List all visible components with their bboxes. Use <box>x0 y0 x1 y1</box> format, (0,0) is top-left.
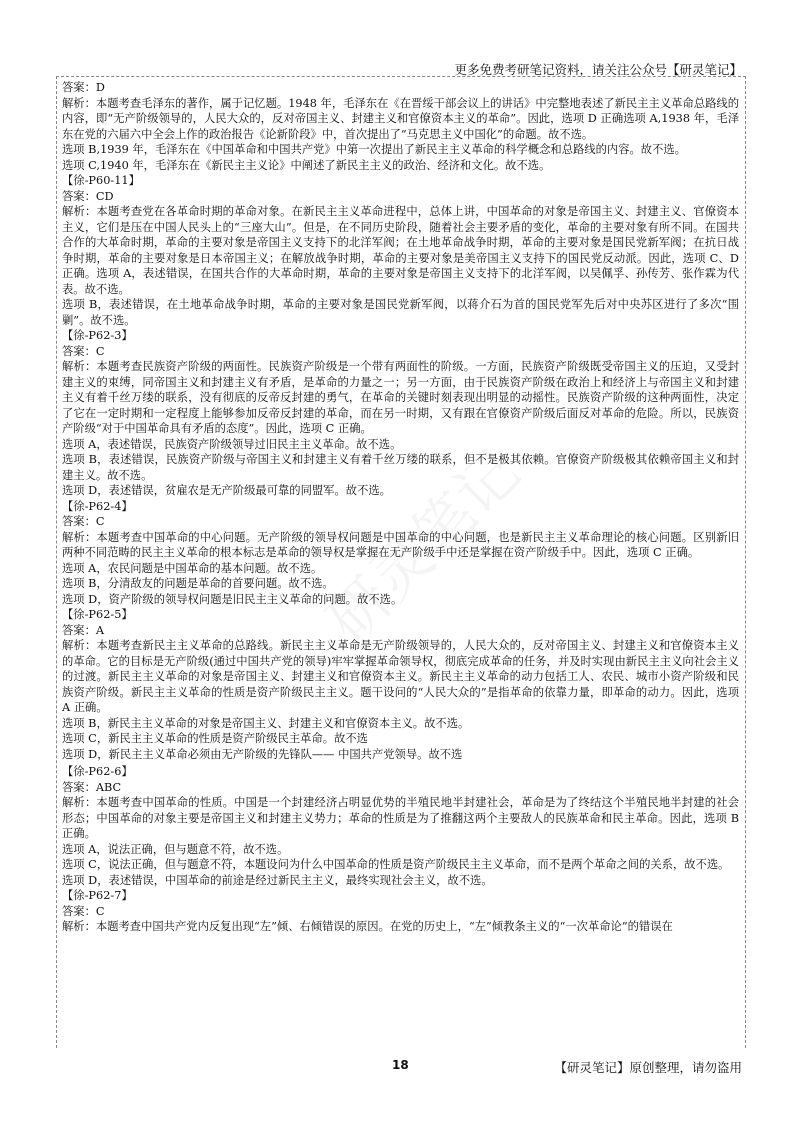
question-section <box>62 328 739 499</box>
question-section <box>62 499 739 608</box>
explanation-line: 选项 C，新民主主义革命的性质是资产阶级民主革命。故不选 <box>62 732 368 745</box>
header-note: 更多免费考研笔记资料，请关注公众号【研灵笔记】 <box>454 62 742 77</box>
explanation-line: 选项 B,1939 年，毛泽东在《中国革命和中国共产党》中第一次提出了新民主主义革命的科学概念和总路线的内容。故不选。 <box>62 143 686 156</box>
footer-note: 【研灵笔记】原创整理，请勿盗用 <box>554 1060 742 1075</box>
explanation-line: 选项 B，表述错误，在土地革命战争时期，革命的主要对象是国民党新军阀，以蒋介石为首的国民党军先后对中央苏区进行了多次“围剿”。故不选。 <box>62 298 739 327</box>
answer-line: 答案：C <box>62 904 105 918</box>
explanation-line: 解析：本题考查中国革命的性质。中国是一个封建经济占明显优势的半殖民地半封建社会，革命是为了终结这个半殖民地半封建的社会形态；中国革命的对象主要是帝国主义和封建主义势力；革命的性质是为了推翻这两个主要敌人的民族革命和民主革命。因此，选项 B 正确。 <box>62 796 739 840</box>
section-title: 【徐-P62-6】 <box>62 765 133 778</box>
explanation-line: 解析：本题考查民族资产阶级的两面性。民族资产阶级是一个带有两面性的阶级。一方面，民族资产阶级既受帝国主义的压迫，又受封建主义的束缚，同帝国主义和封建主义有矛盾，是革命的力量之一；另一方面，由于民族资产阶级在政治上和经济上与帝国主义和封建主义有着千丝万缕的联系，没有彻底的反帝反封建的勇气，在革命的关键时刻表现出明显的动摇性。民族资产阶级的这种两面性，决定了它在一定时期和一定程度上能够参加反帝反封建的革命，而在另一时期，又有跟在官僚资产阶级后面反对革命的危险。所以，民族资产阶级“对于中国革命具有矛盾的态度”。因此，选项 C 正确。 <box>62 360 739 435</box>
answer-line: 答案：D <box>62 81 105 94</box>
page-number: 18 <box>392 1058 409 1072</box>
explanation-line: 选项 D，新民主主义革命必须由无产阶级的先锋队—— 中国共产党领导。故不选 <box>62 747 463 761</box>
explanation-line: 选项 B，分清敌友的问题是革命的首要问题。故不选。 <box>62 577 334 590</box>
answer-line: 答案：C <box>62 515 105 528</box>
explanation-line: 选项 C，说法正确，但与题意不符，本题设问为什么中国革命的性质是资产阶级民主主义革命，而不是两个革命之间的关系，故不选。 <box>62 858 730 871</box>
explanation-line: 选项 B，新民主主义革命的对象是帝国主义、封建主义和官僚资本主义。故不选。 <box>62 716 470 730</box>
explanation-line: 选项 D，表述错误，贫雇农是无产阶级最可靠的同盟军。故不选。 <box>62 484 391 497</box>
answer-line: 答案：C <box>62 344 105 358</box>
explanation-line: 选项 C,1940 年，毛泽东在《新民主主义论》中阐述了新民主主义的政治、经济和文化。故不选。 <box>62 158 551 172</box>
question-section <box>62 80 739 173</box>
section-title: 【徐-P62-7】 <box>62 889 133 902</box>
question-section <box>62 764 739 888</box>
explanation-line: 解析：本题考查党在各革命时期的革命对象。在新民主主义革命进程中，总体上讲，中国革命的对象是帝国主义、封建主义、官僚资本主义，它们是压在中国人民头上的“三座大山”。但是，在不同历史阶段，随着社会主要矛盾的变化，革命的主要对象有所不同。在国共合作的大革命时期，革命的主要对象是帝国主义支持下的北洋军阀；在土地革命战争时期，革命的主要对象是国民党新军阀；在抗日战争时期，革命的主要对象是日本帝国主义；在解放战争时期，革命的主要对象是美帝国主义支持下的国民党反动派。因此，选项 C、D 正确。选项 A，表述错误，在国共合作的大革命时期，革命的主要对象是帝国主义支持下的北洋军阀，以吴佩孚、孙传芳、张作霖为代表。故不选。 <box>62 205 739 296</box>
explanation-line: 选项 D，资产阶级的领导权问题是旧民主主义革命的问题。故不选。 <box>62 592 403 606</box>
explanation-line: 选项 A，表述错误，民族资产阶级领导过旧民主主义革命。故不选。 <box>62 437 402 451</box>
section-title: 【徐-P62-3】 <box>62 329 133 342</box>
section-title: 【徐-P62-4】 <box>62 499 133 513</box>
explanation-line: 解析：本题考查毛泽东的著作，属于记忆题。1948 年，毛泽东在《在晋绥干部会议上的讲话》中完整地表述了新民主主义革命总路线的内容，即“无产阶级领导的，人民大众的，反对帝国主义、封建主义和官僚资本主义的革命”。因此，选项 D 正确选项 A,1938 年，毛泽东在党的六届六中全会上作的政治报告《论新阶段》中，首次提出了“马克思主义中国化”的命题。故不选。 <box>62 96 739 141</box>
explanation-line: 解析：本题考查中国共产党内反复出现“左”倾、右倾错误的原因。在党的历史上，“左”倾教条主义的“一次革命论”的错误在 <box>62 920 673 933</box>
question-section <box>62 888 739 935</box>
content-frame <box>56 76 746 1048</box>
explanation-line: 解析：本题考查新民主主义革命的总路线。新民主主义革命是无产阶级领导的，人民大众的，反对帝国主义、封建主义和官僚资本主义的革命。它的目标是无产阶级(通过中国共产党的领导)牢牢掌握革命领导权，彻底完成革命的任务，并及时实现由新民主主义向社会主义的过渡。新民主主义革命的对象是帝国主义、封建主义和官僚资本主义。新民主主义革命的动力包括工人、农民、城市小资产阶级和民族资产阶级。新民主主义革命的性质是资产阶级民主主义。题干设问的“人民大众的”是指革命的依靠力量，即革命的动力。因此，选项 A 正确。 <box>62 639 739 714</box>
explanation-line: 选项 A，说法正确，但与题意不符，故不选。 <box>62 842 289 856</box>
document-body <box>57 77 745 935</box>
section-title: 【徐-P60-11】 <box>62 174 140 187</box>
answer-line: 答案：ABC <box>62 780 122 794</box>
explanation-line: 选项 A，农民问题是中国革命的基本问题。故不选。 <box>62 561 323 575</box>
answer-line: 答案：CD <box>62 189 114 203</box>
answer-line: 答案：A <box>62 623 105 637</box>
question-section <box>62 173 739 328</box>
explanation-line: 选项 B，表述错误，民族资产阶级与帝国主义和封建主义有着千丝万缕的联系，但不是极其依赖。官僚资产阶级极其依赖帝国主义和封建主义。故不选。 <box>62 453 739 482</box>
section-title: 【徐-P62-5】 <box>62 608 133 621</box>
explanation-line: 解析：本题考查中国革命的中心问题。无产阶级的领导权问题是中国革命的中心问题，也是新民主主义革命理论的核心问题。区别新旧两种不同范畴的民主主义革命的根本标志是革命的领导权是掌握在无产阶级手中还是掌握在资产阶级手中。因此，选项 C 正确。 <box>62 530 739 559</box>
explanation-line: 选项 D，表述错误，中国革命的前途是经过新民主主义，最终实现社会主义，故不选。 <box>62 873 493 887</box>
question-section <box>62 607 739 762</box>
